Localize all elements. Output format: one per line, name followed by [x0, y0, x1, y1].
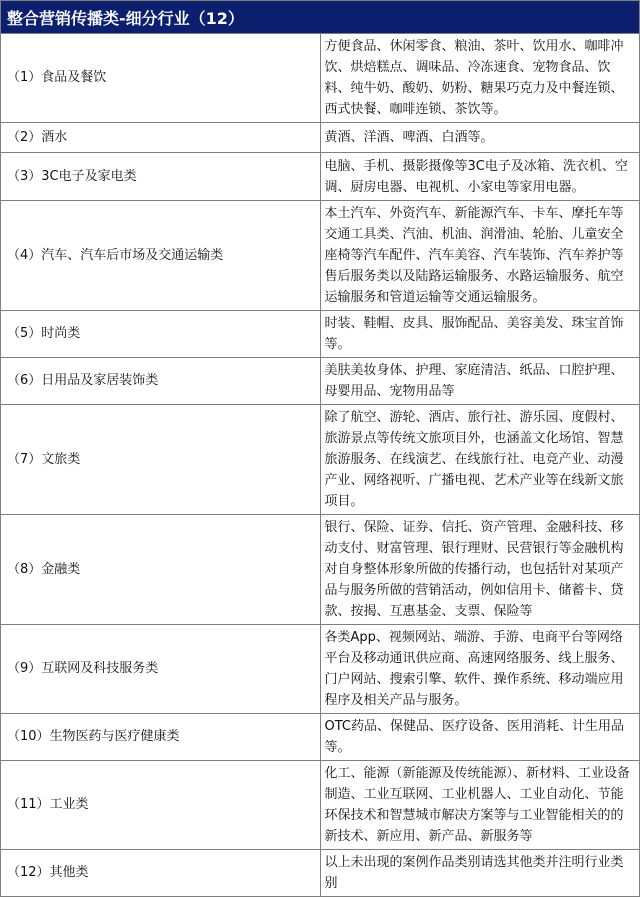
category-cell: （8）金融类 [1, 515, 321, 625]
category-cell: （9）互联网及科技服务类 [1, 625, 321, 714]
category-cell: （2）酒水 [1, 123, 321, 153]
table-row [1, 405, 640, 515]
table-row [1, 850, 640, 897]
category-cell: （1）食品及餐饮 [1, 34, 321, 123]
table-row [1, 311, 640, 358]
table-row [1, 714, 640, 761]
table-row [1, 761, 640, 850]
description-cell: 以上未出现的案例作品类别请选其他类并注明行业类别 [320, 850, 640, 897]
table-row [1, 358, 640, 405]
category-cell: （7）文旅类 [1, 405, 321, 515]
table-row [1, 201, 640, 311]
table-row [1, 123, 640, 153]
category-cell: （12）其他类 [1, 850, 321, 897]
description-cell: 银行、保险、证券、信托、资产管理、金融科技、移动支付、财富管理、银行理财、民营银行等金融机构对自身整体形象所做的传播行动，也包括针对某项产品与服务所做的营销活动，例如信用卡、储蓄卡、贷款、按揭、互惠基金、支票、保险等 [320, 515, 640, 625]
table-header-row [1, 1, 640, 34]
table-title: 整合营销传播类-细分行业（12） [1, 1, 640, 34]
category-cell: （10）生物医药与医疗健康类 [1, 714, 321, 761]
category-cell: （6）日用品及家居装饰类 [1, 358, 321, 405]
category-cell: （11）工业类 [1, 761, 321, 850]
description-cell: 化工、能源（新能源及传统能源）、新材料、工业设备制造、工业互联网、工业机器人、工业自动化、节能环保技术和智慧城市解决方案等与工业智能相关的的新技术、新应用、新产品、新服务等 [320, 761, 640, 850]
table-row [1, 34, 640, 123]
table-row [1, 153, 640, 201]
description-cell: 本土汽车、外资汽车、新能源汽车、卡车、摩托车等交通工具类、汽油、机油、润滑油、轮胎、儿童安全座椅等汽车配件、汽车美容、汽车装饰、汽车养护等售后服务类以及陆路运输服务、水路运输服务、航空运输服务和管道运输等交通运输服务。 [320, 201, 640, 311]
description-cell: OTC药品、保健品、医疗设备、医用消耗、计生用品等。 [320, 714, 640, 761]
description-cell: 电脑、手机、摄影摄像等3C电子及冰箱、洗衣机、空调、厨房电器、电视机、小家电等家用电器。 [320, 153, 640, 201]
table-row [1, 515, 640, 625]
description-cell: 除了航空、游轮、酒店、旅行社、游乐园、度假村、旅游景点等传统文旅项目外，也涵盖文化场馆、智慧旅游服务、在线演艺、在线旅行社、电竞产业、动漫产业、网络视听、广播电视、艺术产业等在线新文旅项目。 [320, 405, 640, 515]
table-row [1, 625, 640, 714]
category-cell: （5）时尚类 [1, 311, 321, 358]
description-cell: 美肤美妆身体、护理、家庭清洁、纸品、口腔护理、母婴用品、宠物用品等 [320, 358, 640, 405]
description-cell: 方便食品、休闲零食、粮油、茶叶、饮用水、咖啡冲饮、烘焙糕点、调味品、冷冻速食、宠物食品、饮料、纯牛奶、酸奶、奶粉、糖果巧克力及中餐连锁、西式快餐、咖啡连锁、茶饮等。 [320, 34, 640, 123]
description-cell: 黄酒、洋酒、啤酒、白酒等。 [320, 123, 640, 153]
category-cell: （3）3C电子及家电类 [1, 153, 321, 201]
category-cell: （4）汽车、汽车后市场及交通运输类 [1, 201, 321, 311]
description-cell: 各类App、视频网站、端游、手游、电商平台等网络平台及移动通讯供应商、高速网络服务、线上服务、门户网站、搜索引擎、软件、操作系统、移动端应用程序及相关产品与服务。 [320, 625, 640, 714]
description-cell: 时装、鞋帽、皮具、服饰配品、美容美发、珠宝首饰等。 [320, 311, 640, 358]
